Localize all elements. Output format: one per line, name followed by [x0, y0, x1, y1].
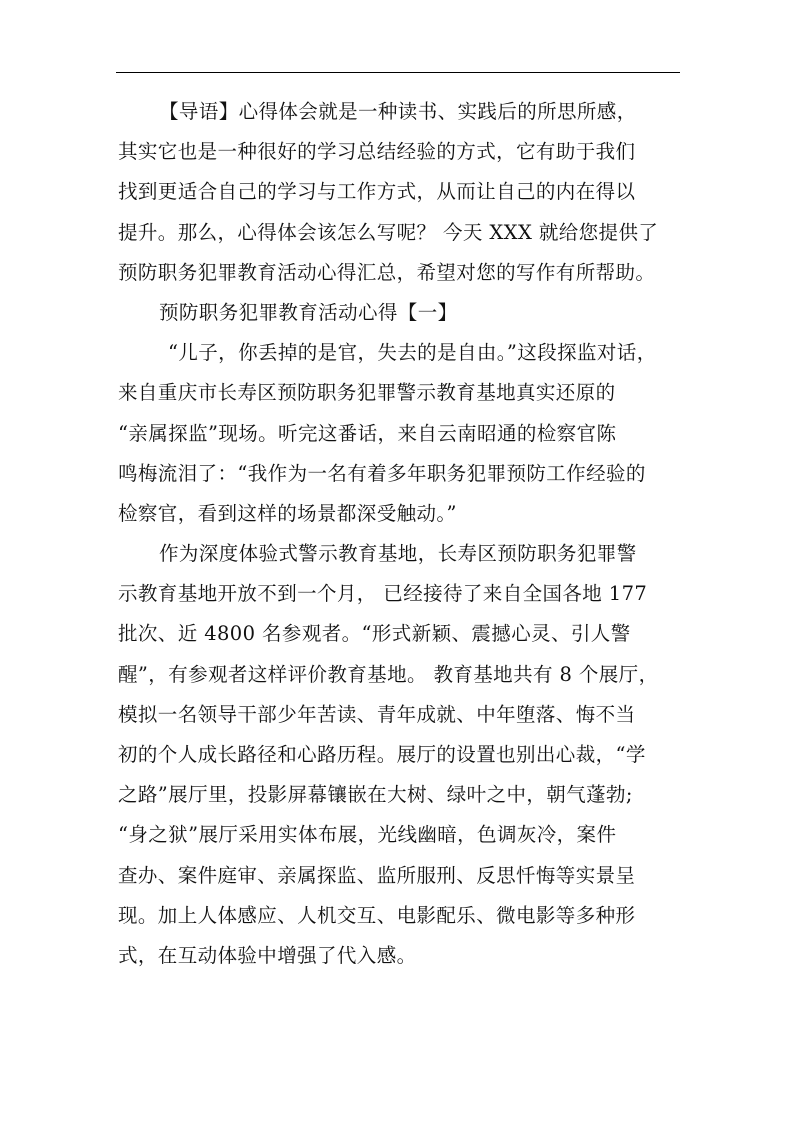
body-line: 模拟一名领导干部少年苦读、青年成就、中年堕落、悔不当 [118, 702, 636, 726]
body-line: 查办、案件庭审、亲属探监、监所服刑、反思忏悔等实景呈 [118, 863, 636, 887]
intro-line: 其实它也是一种很好的学习总结经验的方式，它有助于我们 [118, 140, 636, 164]
body-line: 批次、近 4800 名参观者。“形式新颖、震撼心灵、引人警 [118, 622, 631, 646]
body-line: 之路”展厅里，投影屏幕镶嵌在大树、绿叶之中，朝气蓬勃; [118, 783, 633, 807]
body-line: 鸣梅流泪了：“我作为一名有着多年职务犯罪预防工作经验的 [118, 461, 646, 485]
body-line: 现。加上人体感应、人机交互、电影配乐、微电影等多种形 [118, 903, 636, 927]
document-body [118, 92, 684, 976]
header-rule [116, 72, 680, 73]
body-line: 示教育基地开放不到一个月， 已经接待了来自全国各地 177 [118, 582, 648, 606]
section-heading: 预防职务犯罪教育活动心得【一】 [159, 300, 458, 324]
body-line: 作为深度体验式警示教育基地，长寿区预防职务犯罪警 [159, 542, 637, 566]
body-line: “身之狱”展厅采用实体布展，光线幽暗，色调灰冷，案件 [118, 823, 617, 847]
intro-line: 找到更适合自己的学习与工作方式，从而让自己的内在得以 [118, 180, 636, 204]
intro-line: 预防职务犯罪教育活动心得汇总，希望对您的写作有所帮助。 [118, 260, 656, 284]
intro-line: 【导语】心得体会就是一种读书、实践后的所思所感， [159, 100, 637, 123]
body-line: “儿子，你丢掉的是官，失去的是自由。”这段探监对话， [168, 341, 657, 365]
body-line: 检察官，看到这样的场景都深受触动。” [118, 501, 457, 525]
intro-line: 提升。那么，心得体会该怎么写呢？ 今天 XXX 就给您提供了 [118, 220, 659, 244]
body-line: 初的个人成长路径和心路历程。展厅的设置也别出心裁，“学 [118, 743, 646, 766]
body-line: 醒”，有参观者这样评价教育基地。 教育基地共有 8 个展厅， [118, 662, 659, 686]
body-line: 式，在互动体验中增强了代入感。 [118, 943, 417, 967]
body-line: 来自重庆市长寿区预防职务犯罪警示教育基地真实还原的 [118, 381, 616, 405]
body-line: “亲属探监”现场。听完这番话，来自云南昭通的检察官陈 [118, 421, 617, 445]
